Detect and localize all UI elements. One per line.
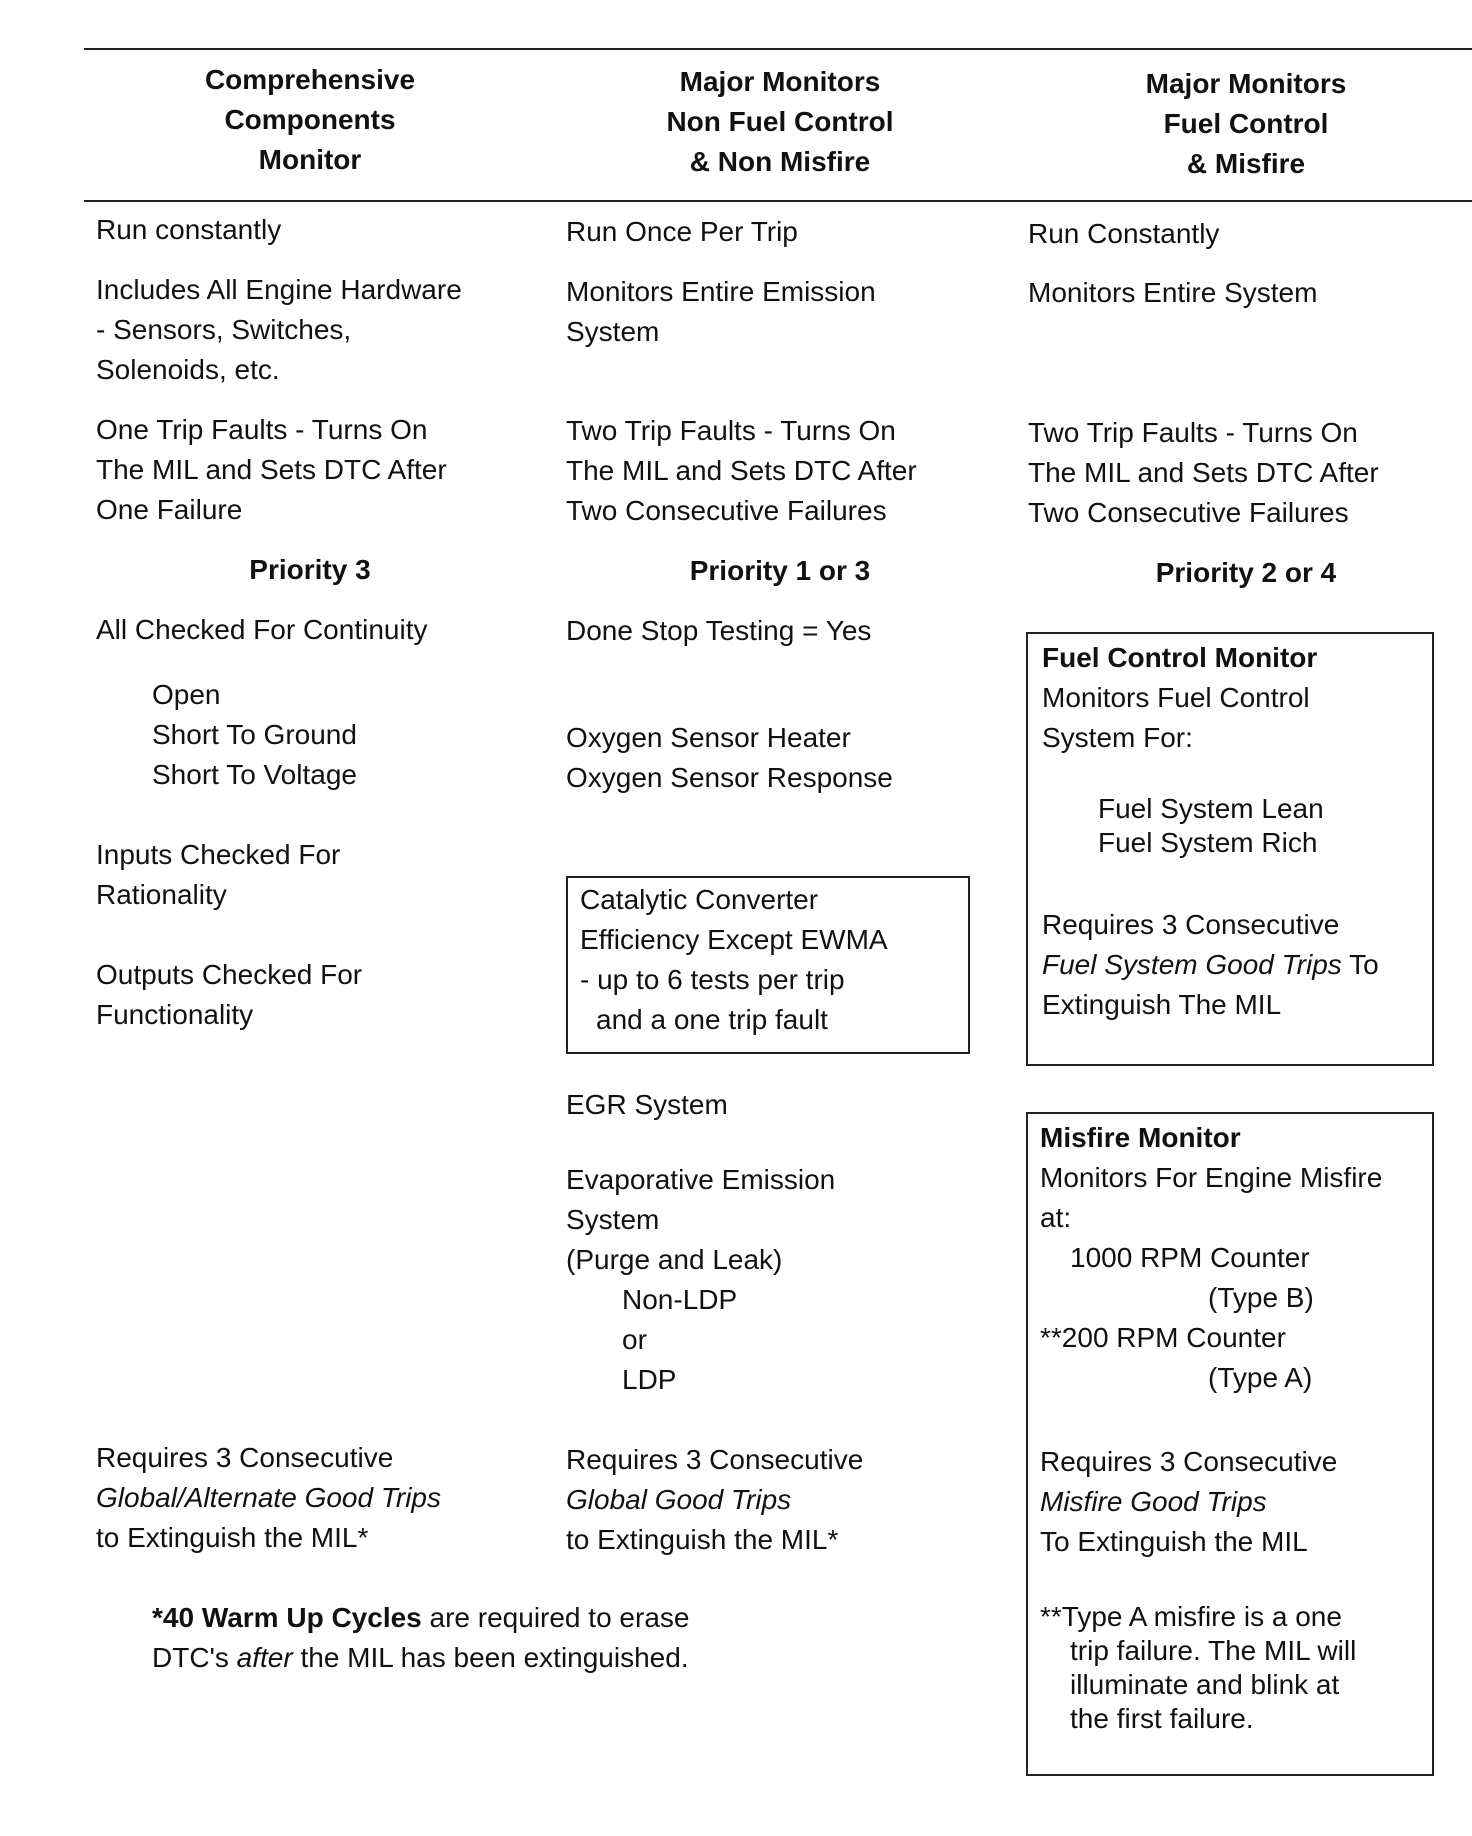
misfire-type-b: (Type B) <box>1208 1282 1314 1313</box>
text-line: Oxygen Sensor Heater <box>566 722 851 753</box>
text-line: Global/Alternate Good Trips <box>96 1482 441 1513</box>
text-line: Two Trip Faults - Turns On <box>1028 417 1358 448</box>
col1-continuity-list <box>152 675 357 795</box>
col2-requires <box>566 1440 863 1560</box>
list-item: Short To Ground <box>152 719 357 750</box>
text-line: System For: <box>1042 722 1193 753</box>
text-line: Monitors For Engine Misfire <box>1040 1162 1383 1193</box>
header-line: & Non Misfire <box>689 146 871 177</box>
footnote-bold: *40 Warm Up Cycles <box>152 1602 422 1633</box>
col1-requires <box>96 1438 441 1558</box>
col2-done: Done Stop Testing = Yes <box>566 615 872 646</box>
col2-egr: EGR System <box>566 1089 728 1120</box>
header-comprehensive <box>110 60 510 180</box>
text-line: Solenoids, etc. <box>96 354 280 385</box>
text-line: to Extinguish the MIL* <box>96 1522 369 1553</box>
footnote-italic: after <box>236 1642 293 1673</box>
text-line: - up to 6 tests per trip <box>580 964 845 995</box>
text-line: Monitors Fuel Control <box>1042 682 1310 713</box>
list-item: Non-LDP <box>622 1284 738 1315</box>
footnote-text: the MIL has been extinguished. <box>292 1642 689 1673</box>
list-item: LDP <box>622 1364 677 1395</box>
header-line: Comprehensive <box>204 64 416 95</box>
text-line: The MIL and Sets DTC After <box>1028 457 1379 488</box>
col2-faults <box>566 411 917 531</box>
col2-run: Run Once Per Trip <box>566 216 798 247</box>
misfire-200: **200 RPM Counter <box>1040 1322 1286 1353</box>
col1-includes <box>96 270 462 390</box>
text-line: Requires 3 Consecutive <box>96 1442 394 1473</box>
list-item: Short To Voltage <box>152 759 357 790</box>
col2-evap-sub <box>622 1280 737 1400</box>
text-line: **Type A misfire is a one <box>1040 1601 1342 1632</box>
text-line: Global Good Trips <box>566 1484 792 1515</box>
misfire-text <box>1040 1118 1382 1238</box>
col1-priority: Priority 3 <box>249 554 371 585</box>
text-line: Includes All Engine Hardware <box>96 274 462 305</box>
header-line: Non Fuel Control <box>666 106 894 137</box>
header-rule <box>84 200 1472 202</box>
header-non-fuel <box>580 62 980 182</box>
text-line: trip failure. The MIL will <box>1070 1635 1357 1666</box>
text-line: The MIL and Sets DTC After <box>96 454 447 485</box>
misfire-requires <box>1040 1442 1337 1562</box>
fuel-control-title: Fuel Control Monitor <box>1042 642 1318 673</box>
header-line: Components <box>224 104 396 135</box>
text-line: One Failure <box>96 494 243 525</box>
col1-continuity: All Checked For Continuity <box>96 614 428 645</box>
misfire-type-a: (Type A) <box>1208 1362 1313 1393</box>
text-line: Outputs Checked For <box>96 959 363 990</box>
list-item: Open <box>152 679 221 710</box>
header-fuel-misfire <box>1046 64 1446 184</box>
col2-oxygen <box>566 718 893 798</box>
text-line: System <box>566 316 660 347</box>
text-line: Efficiency Except EWMA <box>580 924 888 955</box>
text-line: Requires 3 Consecutive <box>566 1444 864 1475</box>
fuel-control-text <box>1042 638 1317 758</box>
col1-run: Run constantly <box>96 214 282 245</box>
text-line: and a one trip fault <box>596 1004 828 1035</box>
text-line: (Purge and Leak) <box>566 1244 783 1275</box>
text-line: Oxygen Sensor Response <box>566 762 893 793</box>
fuel-control-items <box>1098 792 1324 860</box>
footnote-text: DTC's <box>152 1642 237 1673</box>
misfire-title: Misfire Monitor <box>1040 1122 1241 1153</box>
header-line: Major Monitors <box>679 66 881 97</box>
text-line: Misfire Good Trips <box>1040 1486 1267 1517</box>
text-line: Monitors Entire Emission <box>566 276 876 307</box>
col2-evap <box>566 1160 835 1280</box>
col1-outputs <box>96 955 362 1035</box>
text-line: Catalytic Converter <box>580 884 819 915</box>
footnote-text: are required to erase <box>421 1602 690 1633</box>
header-line: Monitor <box>258 144 362 175</box>
text-line: One Trip Faults - Turns On <box>96 414 428 445</box>
text-line: Extinguish The MIL <box>1042 989 1282 1020</box>
list-item: Fuel System Rich <box>1098 827 1318 858</box>
text-line: Two Consecutive Failures <box>566 495 887 526</box>
header-line: Major Monitors <box>1145 68 1347 99</box>
header-line: Fuel Control <box>1163 108 1329 139</box>
col3-priority: Priority 2 or 4 <box>1155 557 1337 588</box>
fuel-control-requires <box>1042 905 1379 1025</box>
text-line: Requires 3 Consecutive <box>1042 909 1340 940</box>
header-line: & Misfire <box>1186 148 1306 179</box>
top-rule <box>84 48 1472 50</box>
col1-footnote <box>152 1598 689 1678</box>
col2-priority: Priority 1 or 3 <box>689 555 871 586</box>
list-item: Fuel System Lean <box>1098 793 1324 824</box>
text-line: To <box>1341 949 1379 980</box>
text-line: to Extinguish the MIL* <box>566 1524 839 1555</box>
text-line: Inputs Checked For <box>96 839 341 870</box>
text-line: Rationality <box>96 879 227 910</box>
text-line: at: <box>1040 1202 1072 1233</box>
col3-faults <box>1028 413 1379 533</box>
misfire-note <box>1040 1600 1356 1736</box>
text-line: the first failure. <box>1070 1703 1254 1734</box>
text-line: The MIL and Sets DTC After <box>566 455 917 486</box>
text-italic: Fuel System Good Trips <box>1042 949 1342 980</box>
list-item: or <box>622 1324 647 1355</box>
text-line: - Sensors, Switches, <box>96 314 352 345</box>
col1-faults <box>96 410 447 530</box>
text-line: System <box>566 1204 660 1235</box>
text-line: To Extinguish the MIL <box>1040 1526 1308 1557</box>
text-line: Requires 3 Consecutive <box>1040 1446 1338 1477</box>
text-line: illuminate and blink at <box>1070 1669 1340 1700</box>
col3-monitors: Monitors Entire System <box>1028 277 1318 308</box>
col3-run: Run Constantly <box>1028 218 1220 249</box>
text-line: Evaporative Emission <box>566 1164 836 1195</box>
col2-monitors <box>566 272 876 352</box>
misfire-1000: 1000 RPM Counter <box>1070 1242 1310 1273</box>
text-line: Two Consecutive Failures <box>1028 497 1349 528</box>
text-line: Functionality <box>96 999 254 1030</box>
catalytic-text <box>580 880 888 1040</box>
text-line: Two Trip Faults - Turns On <box>566 415 896 446</box>
col1-inputs <box>96 835 340 915</box>
